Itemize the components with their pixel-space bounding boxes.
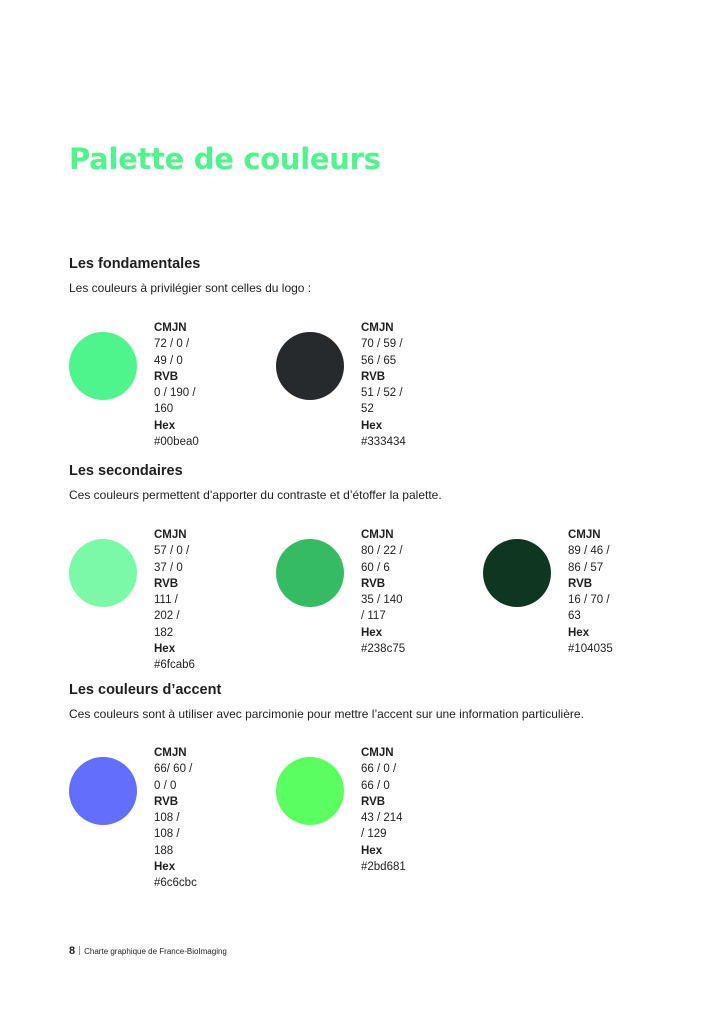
color-specs (568, 527, 613, 657)
section-fondamentales (69, 256, 709, 295)
section-description: Ces couleurs permettent d’apporter du contraste et d’étoffer la palette. (69, 488, 442, 502)
hex-label: Hex (154, 643, 176, 656)
hex-value: #00bea0 (154, 436, 199, 449)
hex-value: #333434 (361, 436, 406, 449)
rvb-label: RVB (361, 370, 386, 383)
color-circle (69, 332, 137, 400)
cmjn-value: 89 / 46 / 86 / 57 (568, 545, 610, 574)
section-description: Ces couleurs sont à utiliser avec parcimonie pour mettre l’accent sur une information particulière. (69, 707, 584, 721)
hex-value: #238c75 (361, 643, 406, 656)
cmjn-value: 80 / 22 / 60 / 6 (361, 545, 403, 574)
cmjn-value: 72 / 0 / 49 / 0 (154, 338, 190, 367)
cmjn-value: 57 / 0 / 37 / 0 (154, 545, 190, 574)
cmjn-label: CMJN (154, 529, 187, 541)
color-specs (154, 745, 197, 892)
section-heading: Les couleurs d’accent (69, 682, 222, 698)
color-specs (154, 320, 199, 450)
rvb-value: 43 / 214 / 129 (361, 812, 403, 841)
color-circle (276, 539, 344, 607)
rvb-value: 0 / 190 / 160 (154, 387, 196, 416)
rvb-value: 108 / 108 / 188 (154, 812, 180, 857)
hex-value: #6c6cbc (154, 877, 197, 890)
hex-label: Hex (361, 419, 383, 432)
hex-value: #6fcab6 (154, 659, 195, 672)
section-heading: Les fondamentales (69, 256, 201, 272)
cmjn-label: CMJN (568, 529, 601, 541)
footer-text: Charte graphique de France-BioImaging (84, 947, 227, 956)
rvb-value: 35 / 140 / 117 (361, 594, 403, 623)
rvb-value: 51 / 52 / 52 (361, 387, 403, 416)
cmjn-value: 66 / 0 / 66 / 0 (361, 763, 397, 792)
hex-value: #2bd681 (361, 861, 406, 874)
section-heading: Les secondaires (69, 463, 183, 479)
rvb-value: 16 / 70 / 63 (568, 594, 610, 623)
color-circle (276, 757, 344, 825)
section-description: Les couleurs à privilégier sont celles du logo : (69, 281, 312, 295)
cmjn-value: 70 / 59 / 56 / 65 (361, 338, 403, 367)
rvb-label: RVB (361, 577, 386, 590)
page-number: 8 (69, 945, 76, 957)
hex-label: Hex (568, 626, 590, 639)
rvb-label: RVB (361, 795, 386, 808)
section-secondaires (69, 463, 709, 502)
hex-label: Hex (154, 861, 176, 874)
hex-label: Hex (154, 419, 176, 432)
page-footer (69, 945, 227, 957)
footer-divider (79, 946, 80, 955)
rvb-label: RVB (154, 370, 179, 383)
rvb-value: 111 / 202 / 182 (154, 594, 180, 639)
hex-value: #104035 (568, 643, 613, 656)
rvb-label: RVB (154, 795, 179, 808)
cmjn-label: CMJN (154, 322, 187, 334)
cmjn-label: CMJN (154, 747, 187, 759)
rvb-label: RVB (154, 577, 179, 590)
cmjn-label: CMJN (361, 322, 394, 334)
color-specs (361, 745, 406, 875)
hex-label: Hex (361, 844, 383, 857)
color-circle (69, 539, 137, 607)
cmjn-value: 66/ 60 / 0 / 0 (154, 763, 193, 792)
cmjn-label: CMJN (361, 747, 394, 759)
section-accent (69, 682, 709, 721)
rvb-label: RVB (568, 577, 593, 590)
cmjn-label: CMJN (361, 529, 394, 541)
page-title: Palette de couleurs (69, 142, 381, 176)
color-circle (483, 539, 551, 607)
color-specs (154, 527, 195, 674)
color-circle (276, 332, 344, 400)
color-specs (361, 527, 405, 657)
color-circle (69, 757, 137, 825)
hex-label: Hex (361, 626, 383, 639)
color-specs (361, 320, 406, 450)
